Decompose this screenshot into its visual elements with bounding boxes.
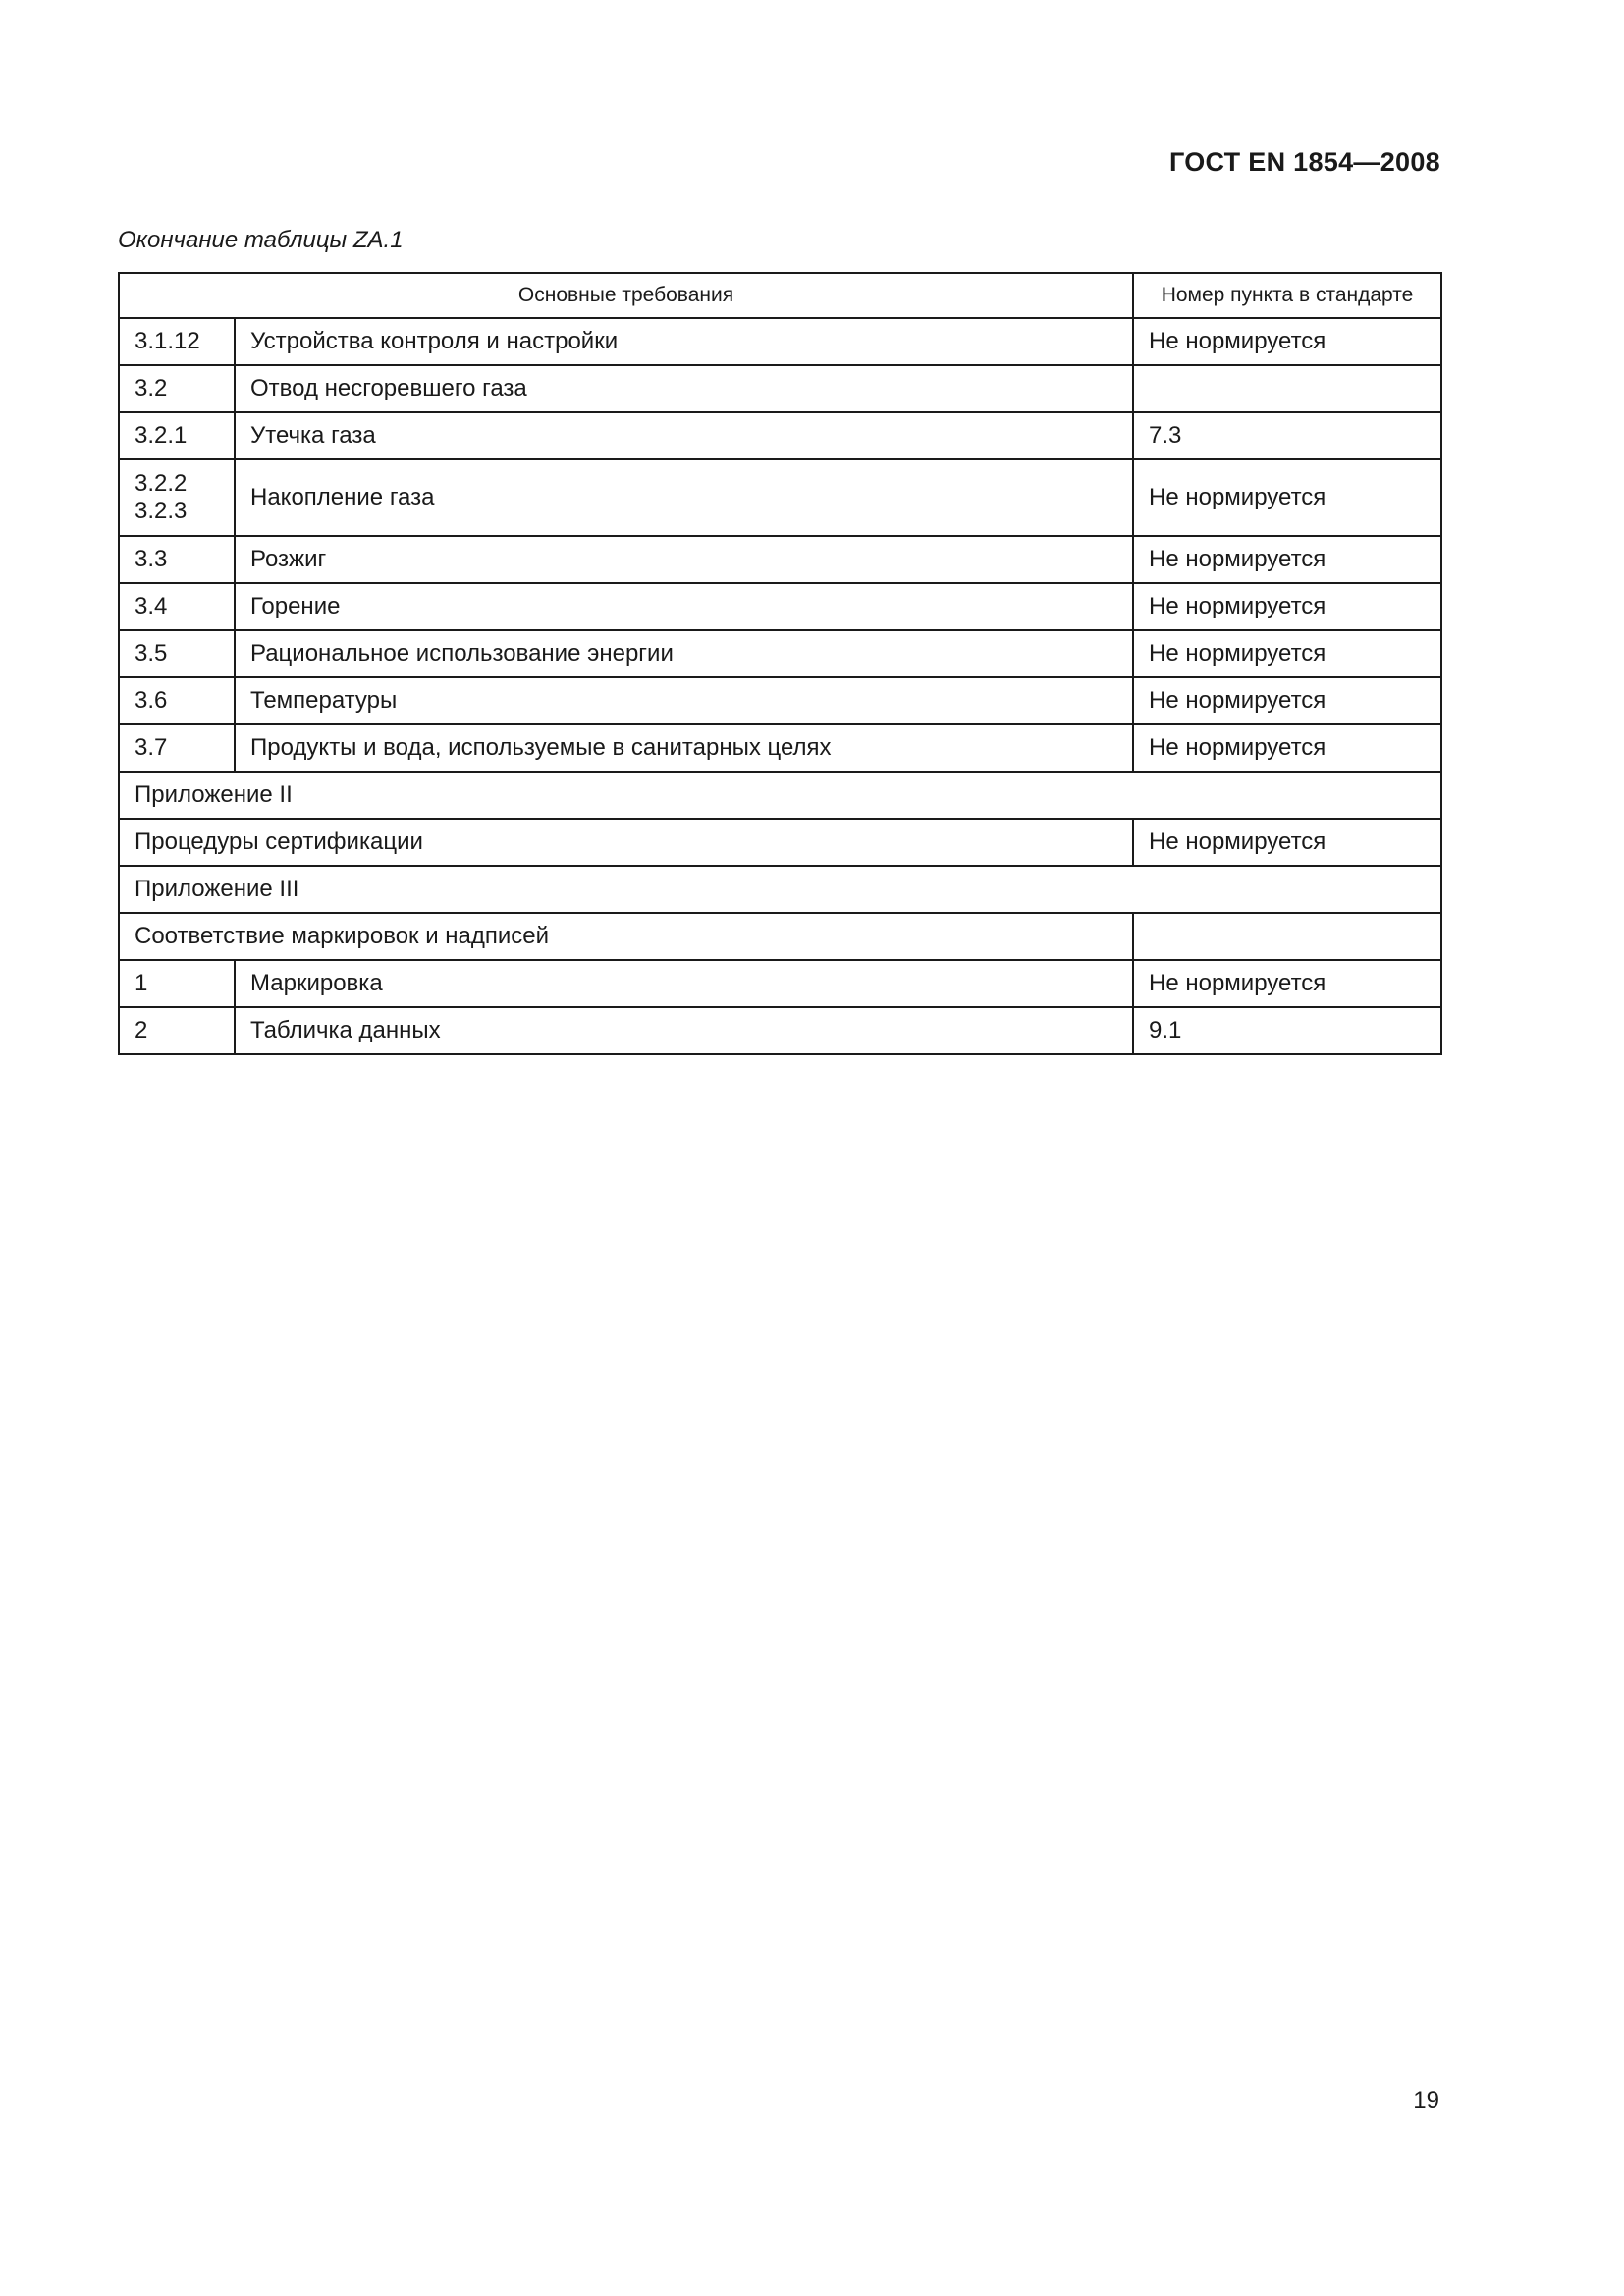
document-code: ГОСТ EN 1854—2008: [1168, 147, 1440, 177]
row-clause: Не нормируется: [1133, 960, 1441, 1007]
row-clause: Не нормируется: [1133, 630, 1441, 677]
row-number: 3.2.1: [119, 412, 235, 459]
row-clause: Не нормируется: [1133, 583, 1441, 630]
row-number: 1: [119, 960, 235, 1007]
row-text: Горение: [235, 583, 1133, 630]
row-number: 3.1.12: [119, 318, 235, 365]
annex-2-title: Приложение II: [119, 772, 1441, 819]
row-text: Маркировка: [235, 960, 1133, 1007]
table-row: [119, 677, 1441, 724]
row-number: 3.6: [119, 677, 235, 724]
row-clause: 9.1: [1133, 1007, 1441, 1054]
table-row: [119, 724, 1441, 772]
table-row: [119, 583, 1441, 630]
row-text: Утечка газа: [235, 412, 1133, 459]
table-row: [119, 630, 1441, 677]
table-header-row: [119, 273, 1441, 318]
row-text: Рациональное использование энергии: [235, 630, 1133, 677]
row-clause: [1133, 913, 1441, 960]
row-number: 3.3: [119, 536, 235, 583]
row-text: Розжиг: [235, 536, 1133, 583]
row-text: Накопление газа: [235, 459, 1133, 536]
table-caption: Окончание таблицы ZA.1: [118, 227, 404, 253]
table-row: [119, 412, 1441, 459]
row-number-line: 3.2.2: [135, 470, 188, 497]
table-row: [119, 913, 1441, 960]
row-text: Температуры: [235, 677, 1133, 724]
table-row: [119, 1007, 1441, 1054]
row-clause: Не нормируется: [1133, 677, 1441, 724]
table-row: [119, 536, 1441, 583]
annex-3-row: [119, 866, 1441, 913]
table-row: [119, 819, 1441, 866]
row-clause: Не нормируется: [1133, 318, 1441, 365]
page-number: 19: [1413, 2087, 1439, 2113]
row-text: Табличка данных: [235, 1007, 1133, 1054]
row-number-line: 3.2.3: [135, 498, 188, 524]
requirements-table: [118, 272, 1442, 1055]
table-row: [119, 365, 1441, 412]
row-clause: Не нормируется: [1133, 724, 1441, 772]
annex-3-title: Приложение III: [119, 866, 1441, 913]
row-number: [119, 459, 235, 536]
row-text: Отвод несгоревшего газа: [235, 365, 1133, 412]
row-number: 3.5: [119, 630, 235, 677]
row-text: Процедуры сертификации: [119, 819, 1133, 866]
row-clause: Не нормируется: [1133, 536, 1441, 583]
row-text: Продукты и вода, используемые в санитарных целях: [235, 724, 1133, 772]
row-clause: Не нормируется: [1133, 459, 1441, 536]
header-requirements: Основные требования: [119, 273, 1133, 318]
row-clause: [1133, 365, 1441, 412]
row-clause: Не нормируется: [1133, 819, 1441, 866]
row-number: 2: [119, 1007, 235, 1054]
table-row: [119, 960, 1441, 1007]
table-row: [119, 459, 1441, 536]
row-number: 3.2: [119, 365, 235, 412]
row-text: Устройства контроля и настройки: [235, 318, 1133, 365]
annex-2-row: [119, 772, 1441, 819]
header-clause: Номер пункта в стандарте: [1133, 273, 1441, 318]
row-text: Соответствие маркировок и надписей: [119, 913, 1133, 960]
row-clause: 7.3: [1133, 412, 1441, 459]
table-row: [119, 318, 1441, 365]
row-number: 3.7: [119, 724, 235, 772]
row-number: 3.4: [119, 583, 235, 630]
